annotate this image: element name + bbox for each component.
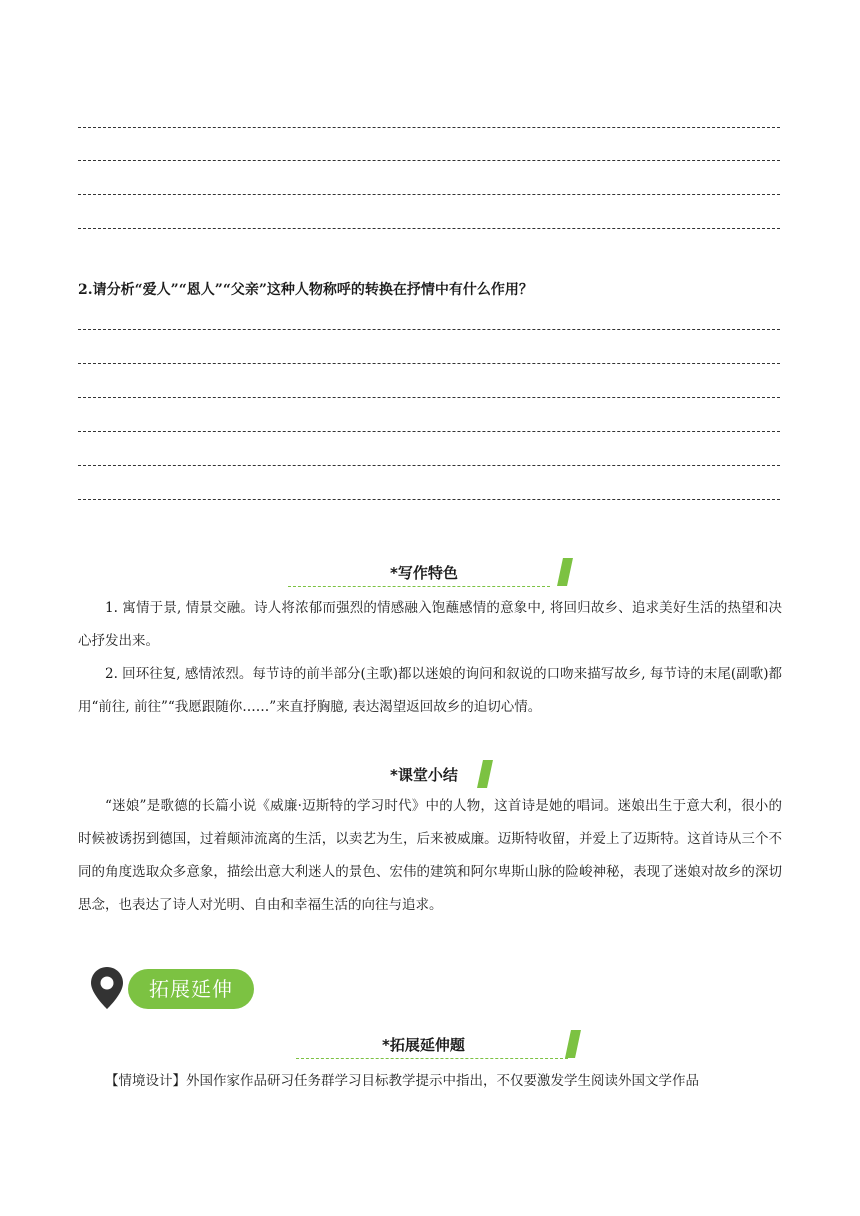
answer-line	[78, 228, 780, 229]
section-heading-extension	[296, 1030, 586, 1064]
heading-accent-bar	[565, 1030, 581, 1058]
section-title: *课堂小结	[390, 766, 458, 784]
extension-banner: 拓展延伸	[128, 969, 254, 1009]
heading-underline	[288, 586, 550, 587]
section-title: *拓展延伸题	[382, 1036, 465, 1054]
answer-line	[78, 127, 780, 128]
answer-line	[78, 397, 780, 398]
extension-text	[78, 1065, 782, 1098]
summary-paragraph: “迷娘”是歌德的长篇小说《威廉·迈斯特的学习时代》中的人物，这首诗是她的唱词。迷娘出生于意大利，很小的时候被诱拐到德国，过着颠沛流离的生活，以卖艺为生，后来被威廉。迈斯特收留，并爱上了迈斯特。这首诗从三个不同的角度选取众多意象，描绘出意大利迷人的景色、宏伟的建筑和阿尔卑斯山脉的险峻神秘，表现了迷娘对故乡的深切思念，也表达了诗人对光明、自由和幸福生活的向往与追求。	[78, 798, 782, 913]
summary-text	[78, 790, 782, 922]
answer-line	[78, 329, 780, 330]
question-2: 2.请分析“爱人”“恩人”“父亲”这种人物称呼的转换在抒情中有什么作用？	[78, 282, 533, 298]
answer-line	[78, 465, 780, 466]
answer-line	[78, 160, 780, 161]
writing-features-text	[78, 592, 782, 724]
section-title: *写作特色	[390, 564, 458, 582]
answer-line	[78, 363, 780, 364]
answer-line	[78, 499, 780, 500]
section-heading-writing-features	[288, 558, 578, 592]
extension-paragraph: 【情境设计】外国作家作品研习任务群学习目标教学提示中指出，不仅要激发学生阅读外国文学作品	[105, 1073, 699, 1089]
location-pin-icon	[90, 966, 124, 1010]
heading-accent-bar	[557, 558, 573, 586]
heading-underline	[296, 1058, 568, 1059]
answer-line	[78, 194, 780, 195]
heading-accent-bar	[477, 760, 493, 788]
writing-feature-1: 1. 寓情于景, 情景交融。诗人将浓郁而强烈的情感融入饱蘸感情的意象中, 将回归故乡、追求美好生活的热望和决心抒发出来。	[78, 600, 782, 649]
section-heading-summary	[386, 760, 496, 794]
writing-feature-2: 2. 回环往复, 感情浓烈。每节诗的前半部分(主歌)都以迷娘的询问和叙说的口吻来描写故乡, 每节诗的末尾(副歌)都用“前往, 前往”“我愿跟随你……”来直抒胸臆, 表达渴望返回故乡的迫切心情。	[78, 666, 782, 715]
answer-line	[78, 431, 780, 432]
